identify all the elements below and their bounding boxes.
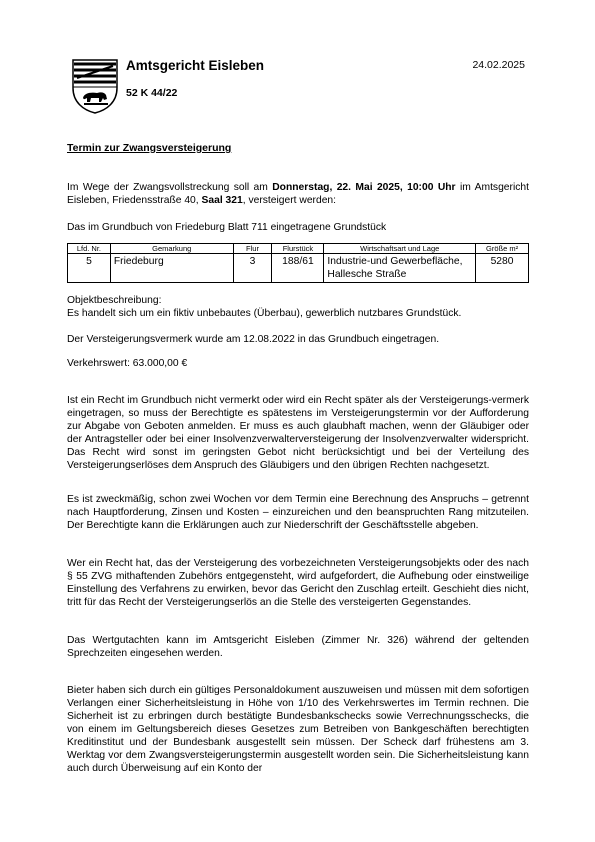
- coat-of-arms-icon: [71, 58, 119, 114]
- document-title: Termin zur Zwangsversteigerung: [67, 142, 232, 154]
- verkehrswert: Verkehrswert: 63.000,00 €: [67, 358, 188, 369]
- col-header-gemarkung: Gemarkung: [110, 244, 233, 254]
- col-header-groesse: Größe m²: [476, 244, 529, 254]
- col-header-flur: Flur: [233, 244, 272, 254]
- grundbuch-line: Das im Grundbuch von Friedeburg Blatt 711 eingetragene Grundstück: [67, 222, 387, 233]
- document-date: 24.02.2025: [472, 59, 525, 71]
- case-number: 52 K 44/22: [126, 87, 178, 99]
- intro-paragraph: [67, 181, 529, 207]
- col-header-lage: Wirtschaftsart und Lage: [324, 244, 476, 254]
- cell-lage: Industrie-und Gewerbefläche, Hallesche Straße: [324, 254, 476, 283]
- paragraph-gutachten: Das Wertgutachten kann im Amtsgericht Eisleben (Zimmer Nr. 326) während der geltenden Sprechzeiten eingesehen werden.: [67, 635, 529, 659]
- col-header-lfd: Lfd. Nr.: [68, 244, 111, 254]
- vermerk-text: Der Versteigerungsvermerk wurde am 12.08.2022 in das Grundbuch eingetragen.: [67, 334, 440, 345]
- intro-text-1: Im Wege der Zwangsvollstreckung soll am: [67, 182, 273, 193]
- objekt-label: Objektbeschreibung:: [67, 295, 162, 306]
- cell-lfd: 5: [68, 254, 111, 283]
- table-row: [68, 254, 529, 283]
- grundstueck-table: [67, 243, 529, 283]
- col-header-flurstueck: Flurstück: [272, 244, 324, 254]
- objekt-text: Es handelt sich um ein fiktiv unbebautes (Überbau), gewerblich nutzbares Grundstück.: [67, 308, 462, 319]
- intro-text-3: , versteigert werden:: [242, 195, 337, 206]
- intro-text-2: im Amtsgericht Eisleben, Friedensstraße 40,: [67, 182, 529, 206]
- table-header-row: [68, 244, 529, 254]
- cell-groesse: 5280: [476, 254, 529, 283]
- saal: Saal 321: [201, 195, 243, 206]
- cell-gemarkung: Friedeburg: [110, 254, 233, 283]
- cell-flur: 3: [233, 254, 272, 283]
- paragraph-bieter: Bieter haben sich durch ein gültiges Personaldokument auszuweisen und müssen mit dem sofortigen Verlangen einer Sicherheitsleistung in Höhe von 1/10 des Verkehrswertes im Termin rechnen. Die Sicherheit ist zu erbringen durch bestätigte Bundesbankschecks sowie Verrechnungsschecks, die von einem im Geltungsbereich dieses Gesetzes zum Betreiben von Bankgeschäften berechtigten Kreditinstitut und der Bundesbank ausgestellt sein müssen. Der Scheck darf frühestens am 3. Werktag vor dem Zwangsversteigerungstermin ausgestellt worden sein. Die Sicherheitsleistung kann auch durch Überweisung auf ein Konto der: [67, 685, 529, 774]
- paragraph-recht: Ist ein Recht im Grundbuch nicht vermerkt oder wird ein Recht später als der Versteigerungs-vermerk eingetragen, so muss der Berechtigte es spätestens im Versteigerungstermin vor der Aufforderung zur Abgabe von Geboten anmelden. Er muss es auch glaubhaft machen, wenn der Gläubiger oder der Antragsteller oder bei einer Insolvenzverwalterversteigerung der Insolvenzverwalter widerspricht. Das Recht wird sonst im geringsten Gebot nicht berücksichtigt und bei der Verteilung des Versteigerungserlöses dem Anspruch des Gläubigers und den übrigen Rechten nachgesetzt.: [67, 395, 529, 471]
- paragraph-aufhebung: Wer ein Recht hat, das der Versteigerung des vorbezeichneten Versteigerungsobjekts oder des nach § 55 ZVG mithaftenden Zubehörs entgegensteht, wird aufgefordert, die Aufhebung oder einstweilige Einstellung des Verfahrens zu erwirken, bevor das Gericht den Zuschlag erteilt. Geschieht dies nicht, tritt für das Recht der Versteigerungserlös an die Stelle des versteigerten Gegenstandes.: [67, 558, 529, 608]
- cell-flurstueck: 188/61: [272, 254, 324, 283]
- paragraph-zweckmaessig: Es ist zweckmäßig, schon zwei Wochen vor dem Termin eine Berechnung des Anspruchs – getrennt nach Hauptforderung, Zinsen und Kosten – einzureichen und den beanspruchten Rang mitzuteilen. Der Berechtigte kann die Erklärungen auch zur Niederschrift der Geschäftsstelle abgeben.: [67, 494, 529, 531]
- court-name: Amtsgericht Eisleben: [126, 58, 265, 73]
- termin-date: Donnerstag, 22. Mai 2025, 10:00 Uhr: [272, 182, 456, 193]
